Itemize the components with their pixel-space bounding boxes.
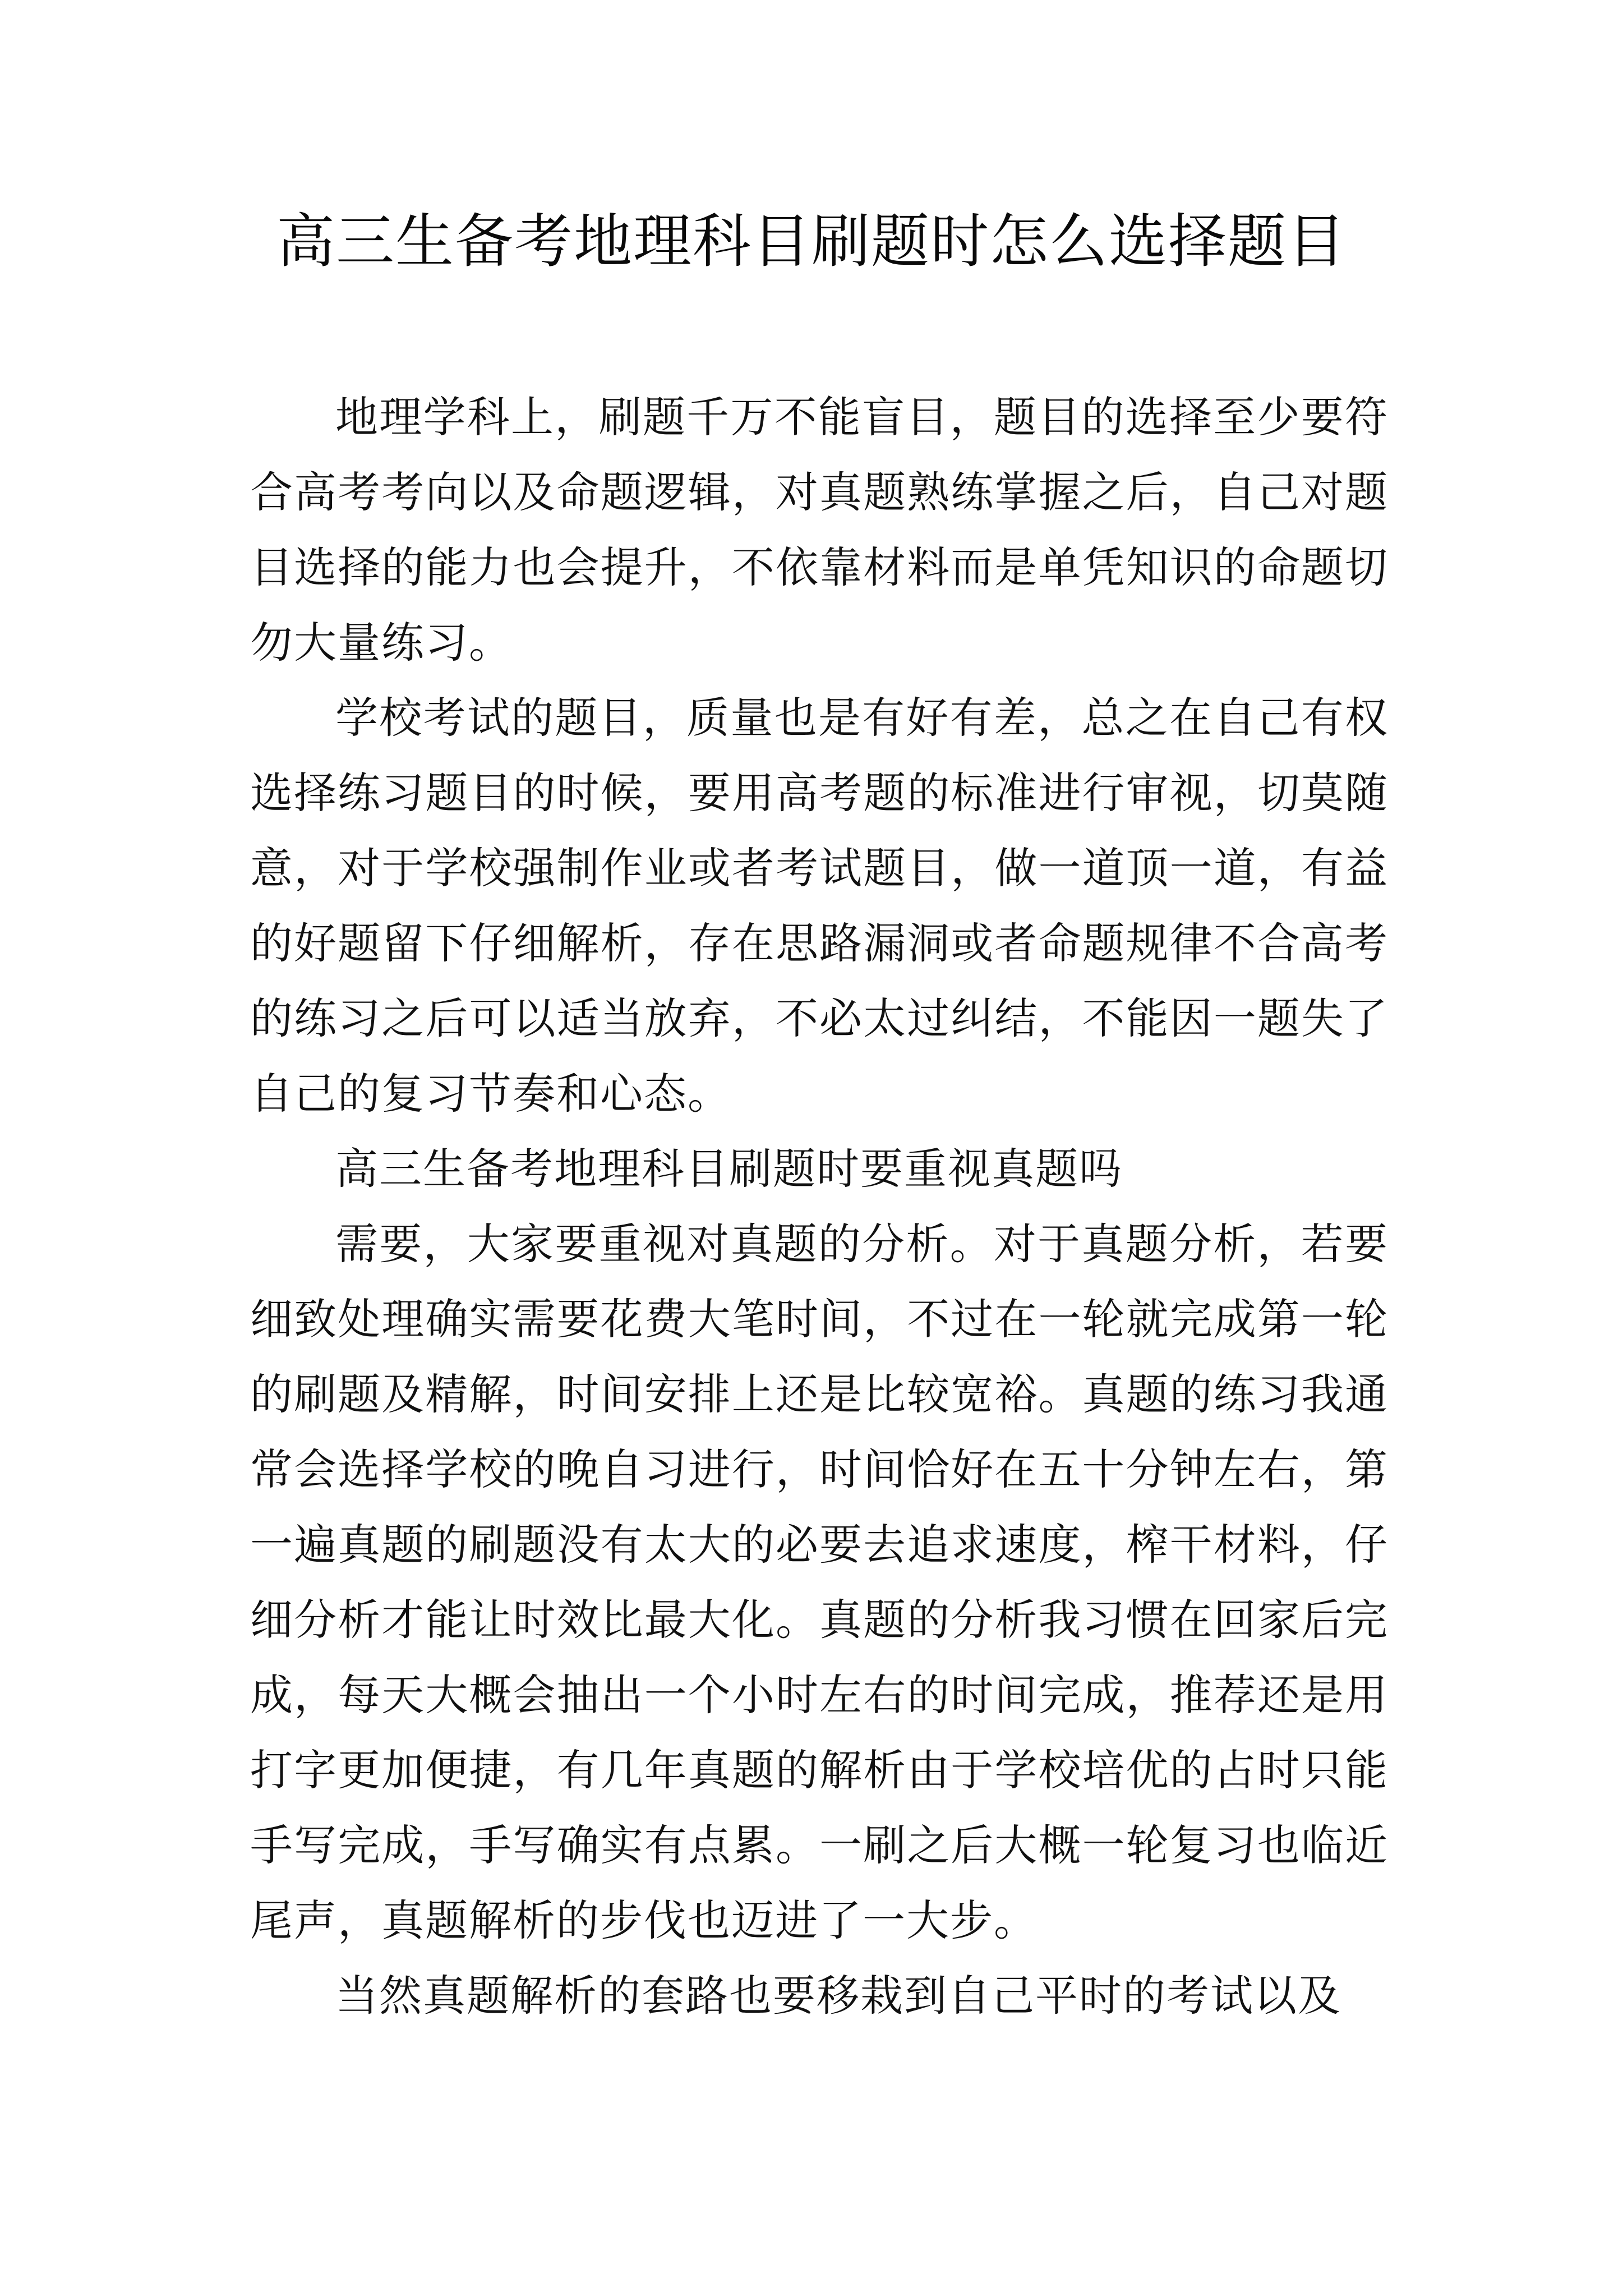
paragraph-4: 当然真题解析的套路也要移栽到自己平时的考试以及: [335, 1971, 1341, 2021]
document-body: [250, 380, 1389, 2033]
paragraph-2: 学校考试的题目，质量也是有好有差，总之在自己有权选择练习题目的时候，要用高考题的标准进行审视，切莫随意，对于学校强制作业或者考试题目，做一道顶一道，有益的好题留下仔细解析，存在思路漏洞或者命题规律不合高考的练习之后可以适当放弃，不必太过纠结，不能因一题失了自己的复习节奏和心态。: [250, 693, 1389, 1119]
paragraph-1: 地理学科上，刷题千万不能盲目，题目的选择至少要符合高考考向以及命题逻辑，对真题熟练掌握之后，自己对题目选择的能力也会提升，不依靠材料而是单凭知识的命题切勿大量练习。: [250, 392, 1389, 668]
paragraph-3: 需要，大家要重视对真题的分析。对于真题分析，若要细致处理确实需要花费大笔时间，不过在一轮就完成第一轮的刷题及精解，时间安排上还是比较宽裕。真题的练习我通常会选择学校的晚自习进行，时间恰好在五十分钟左右，第一遍真题的刷题没有太大的必要去追求速度，榨干材料，仔细分析才能让时效比最大化。真题的分析我习惯在回家后完成，每天大概会抽出一个小时左右的时间完成，推荐还是用打字更加便捷，有几年真题的解析由于学校培优的占时只能手写完成，手写确实有点累。一刷之后大概一轮复习也临近尾声，真题解析的步伐也迈进了一大步。: [250, 1219, 1389, 1945]
document-title: 高三生备考地理科目刷题时怎么选择题目: [276, 207, 1347, 275]
section-heading: 高三生备考地理科目刷题时要重视真题吗: [335, 1144, 1123, 1194]
